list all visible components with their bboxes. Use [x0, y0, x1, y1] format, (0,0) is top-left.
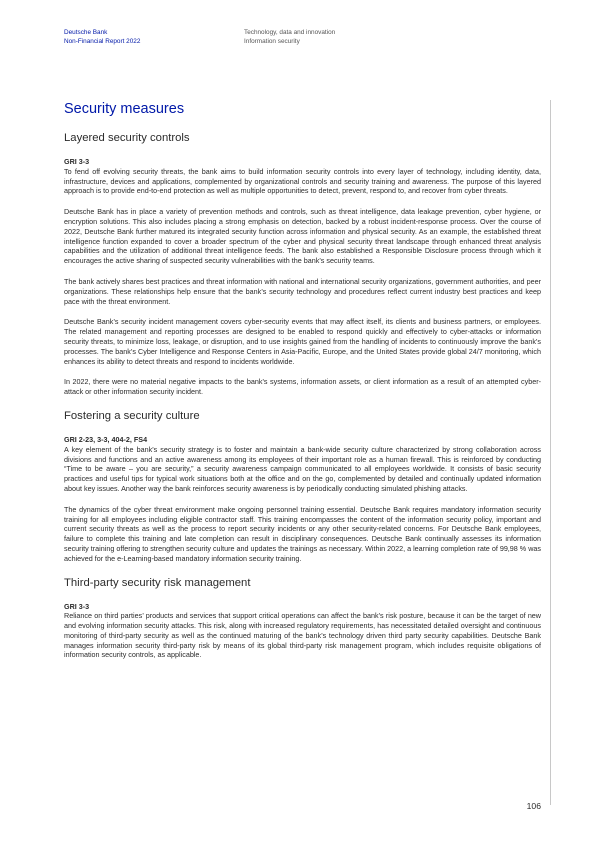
report-header: [64, 28, 140, 46]
paragraph: In 2022, there were no material negative impacts to the bank’s systems, information assets, or client information as a result of an attempted cyber-attack or other information security incident.: [64, 377, 541, 397]
gri-reference: GRI 2-23, 3-3, 404-2, FS4: [64, 434, 148, 444]
section-heading: Fostering a security culture: [64, 409, 200, 422]
paragraph: Reliance on third parties’ products and services that support critical operations can affect the bank’s risk posture, because it can be the target of new and evolving information security attacks. This risk, along with increased regulatory requirements, has necessitated detailed oversight and continuous monitoring of third-party security as well as the continued maturing of the bank’s technology driven third party security capabilities. Deutsche Bank manages information security third-party risk by means of its global third-party risk management program, which includes requisite obligations of information security controls, as applicable.: [64, 611, 541, 660]
page-title: Security measures: [64, 101, 185, 117]
section-name: Information security: [244, 38, 300, 45]
paragraph: The dynamics of the cyber threat environment make ongoing personnel training essential. Deutsche Bank requires mandatory information security training for all employees including eligible contractor staff. This training encompasses the content of the information security policy, important and current security threats as well as the process to report security incidents or any other security-related concerns. For Deutsche Bank employees, failure to complete this training and late completion can result in disciplinary consequences. Deutsche Bank continually assesses its information security training offering to strengthen security culture and updates the trainings as necessary. Within 2022, a learning completion rate of 99,98 % was achieved for the e-Learning-based mandatory information security training.: [64, 504, 541, 563]
section-heading: Third-party security risk management: [64, 576, 251, 589]
gri-reference: GRI 3-3: [64, 601, 90, 611]
section-heading: Layered security controls: [64, 132, 190, 144]
report-name: Non-Financial Report 2022: [64, 38, 141, 45]
page-number: 106: [526, 801, 541, 811]
chapter-name: Technology, data and innovation: [244, 29, 336, 36]
paragraph: Deutsche Bank has in place a variety of prevention methods and controls, such as threat intelligence, data leakage prevention, cyber hygiene, or encryption solutions. This also includes placing a strong emphasis on detection, backed by a robust incident-response process. Over the course of 2022, Deutsche Bank further matured its integrated security function across information and physical security. As an example, the established threat intelligence function expanded to cover a broader spectrum of the cyber and physical security threat landscape through enhanced threat analysis capabilities and the utilization of additional threat intelligence feeds. The bank also established a Responsible Disclosure process through which it encourages the active sharing of suspected security vulnerabilities with the bank’s security teams.: [64, 207, 541, 266]
section-fostering-security-culture: [64, 409, 541, 564]
section-third-party-risk: [64, 576, 541, 661]
margin-rule: [550, 100, 551, 805]
chapter-header: [244, 28, 335, 46]
paragraph: Deutsche Bank’s security incident management covers cyber-security events that may affect itself, its clients and business partners, or employees. The related management and reporting processes are designed to be enabled to respond quickly and effectively to cyber-attacks or information security threats, to minimize loss, leakage, or disruption, and to use insights gained from the handling of incidents to continuously improve the bank’s processes. The bank’s Cyber Intelligence and Response Centers in Asia-Pacific, Europe, and the United States provide global 24/7 monitoring, which enhances its ability to detect threats and respond to incidents worldwide.: [64, 317, 541, 366]
paragraph: To fend off evolving security threats, the bank aims to build information security controls into every layer of technology, including identity, data, infrastructure, devices and applications, complemented by organizational controls and security training and awareness. The purpose of this layered approach is to provide end-to-end protection as well as multiple opportunities to detect, prevent, respond to, and recover from cyber threats.: [64, 166, 541, 196]
main-content: [64, 100, 541, 672]
gri-reference: GRI 3-3: [64, 157, 90, 166]
paragraph: The bank actively shares best practices and threat information with national and international security organizations, government authorities, and peer organizations. These relationships help ensure that the bank’s security technology and procedures reflect current industry best practices and keep pace with the threat environment.: [64, 276, 541, 306]
company-name: Deutsche Bank: [64, 29, 108, 36]
section-layered-security-controls: [64, 131, 541, 397]
paragraph: A key element of the bank’s security strategy is to foster and maintain a bank-wide security culture characterized by strong collaboration across divisions and functions and an active awareness among its employees of their important role as a human firewall. This is reinforced by conducting “Time to be aware – you are security,” a security awareness campaign communicated to all employees worldwide. It consists of basic security practices and useful tips for typical work situations both at the office and on the go, complemented by detailed and continually updated information about key issues. Another way the bank reinforces security awareness is by periodically conducting simulated phishing attacks.: [64, 444, 541, 493]
